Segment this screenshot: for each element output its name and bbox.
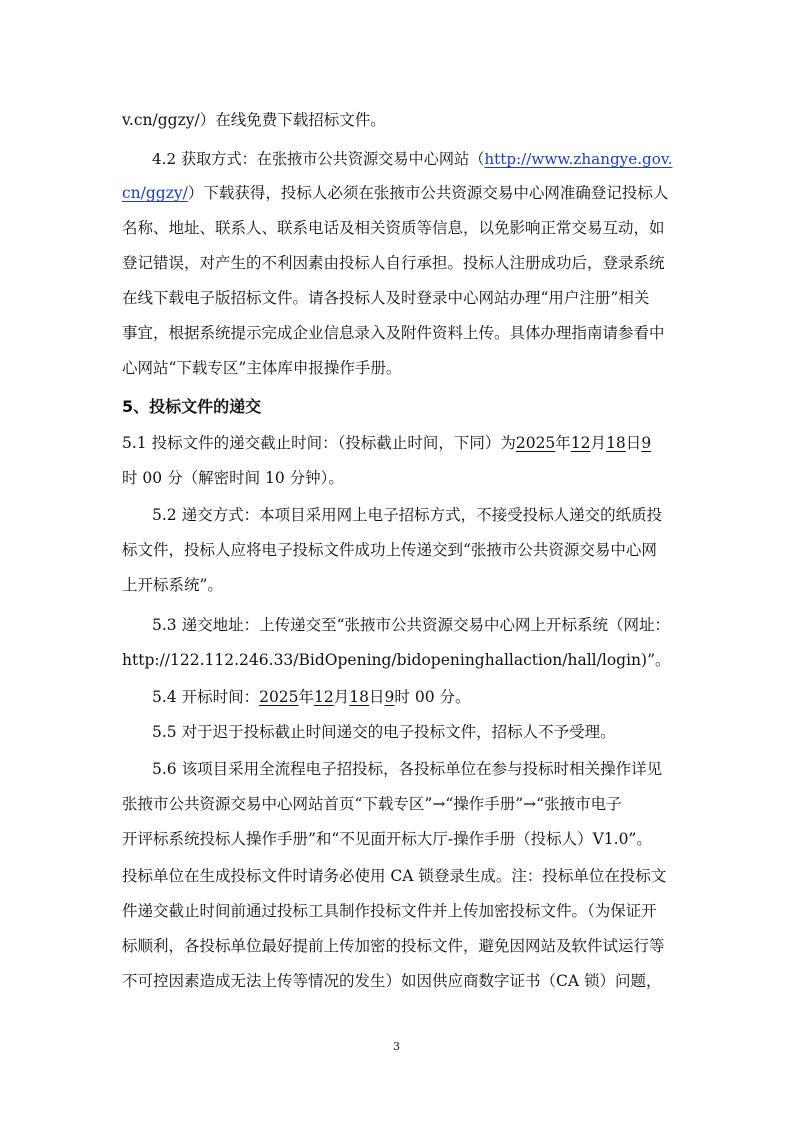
paragraph-5-1-line: 5.1 投标文件的递交截止时间：（投标截止时间，下同）为2025年12月18日9 [122, 434, 652, 452]
website-link-continued[interactable]: cn/ggzy/ [122, 184, 188, 202]
paragraph-5-6-line: 投标单位在生成投标文件时请务必使用 CA 锁登录生成。注：投标单位在投标文 [122, 867, 667, 885]
paragraph-4-1-tail: v.cn/ggzy/）在线免费下载招标文件。 [122, 111, 386, 129]
paragraph-5-3-url: http://122.112.246.33/BidOpening/bidopeninghallaction/hall/login)”。 [122, 651, 671, 669]
paragraph-5-1-line: 时 00 分（解密时间 10 分钟）。 [122, 469, 344, 487]
website-link[interactable]: http://www.zhangye.gov. [484, 150, 673, 168]
opening-year: 2025 [259, 688, 299, 706]
paragraph-5-6-line: 标顺利，各投标单位最好提前上传加密的投标文件，避免因网站及软件试运行等 [122, 937, 665, 955]
paragraph-4-2-line: 4.2 获取方式：在张掖市公共资源交易中心网站（http://www.zhangye.gov. [152, 150, 673, 168]
section-5-heading: 5、投标文件的递交 [122, 397, 262, 416]
paragraph-5-4-line: 5.4 开标时间：2025年12月18日9时 00 分。 [152, 688, 471, 706]
paragraph-5-2-line: 上开标系统”。 [122, 576, 223, 594]
paragraph-4-2-line: 事宜，根据系统提示完成企业信息录入及附件资料上传。具体办理指南请参看中 [122, 324, 665, 342]
paragraph-5-6-line: 不可控因素造成无法上传等情况的发生）如因供应商数字证书（CA 锁）问题， [122, 972, 662, 990]
opening-day: 18 [349, 688, 370, 706]
paragraph-4-2-line: 登记错误，对产生的不利因素由投标人自行承担。投标人注册成功后，登录系统 [122, 254, 665, 272]
paragraph-5-6-line: 件递交截止时间前通过投标工具制作投标文件并上传加密投标文件。（为保证开 [122, 902, 657, 920]
paragraph-5-6-line: 张掖市公共资源交易中心网站首页“下载专区”→“操作手册”→“张掖市电子 [122, 795, 622, 813]
deadline-year: 2025 [515, 434, 556, 452]
paragraph-4-2-line: 心网站“下载专区”主体库申报操作手册。 [122, 359, 402, 377]
deadline-hour: 9 [641, 434, 652, 452]
paragraph-5-6-line: 5.6 该项目采用全流程电子招投标，各投标单位在参与投标时相关操作详见 [152, 760, 663, 778]
deadline-month: 12 [570, 434, 591, 452]
paragraph-5-6-line: 开评标系统投标人操作手册”和“不见面开标大厅-操作手册（投标人）V1.0”。 [122, 830, 652, 848]
paragraph-5-2-line: 5.2 递交方式：本项目采用网上电子招标方式，不接受投标人递交的纸质投 [152, 506, 663, 524]
paragraph-4-2-line: 名称、地址、联系人、联系电话及相关资质等信息，以免影响正常交易互动，如 [122, 219, 665, 237]
opening-month: 12 [314, 688, 334, 706]
page-number: 3 [393, 1040, 400, 1053]
paragraph-4-2-line: cn/ggzy/）下载获得，投标人必须在张掖市公共资源交易中心网准确登记投标人 [122, 184, 669, 202]
paragraph-4-2-line: 在线下载电子版招标文件。请各投标人及时登录中心网站办理“用户注册”相关 [122, 289, 650, 307]
paragraph-5-2-line: 标文件，投标人应将电子投标文件成功上传递交到“张掖市公共资源交易中心网 [122, 541, 657, 559]
deadline-day: 18 [606, 434, 626, 452]
opening-hour: 9 [384, 688, 395, 706]
paragraph-5-3-line: 5.3 递交地址：上传递交至“张掖市公共资源交易中心网上开标系统（网址： [152, 616, 671, 634]
paragraph-5-5-line: 5.5 对于迟于投标截止时间递交的电子投标文件，招标人不予受理。 [152, 723, 616, 741]
